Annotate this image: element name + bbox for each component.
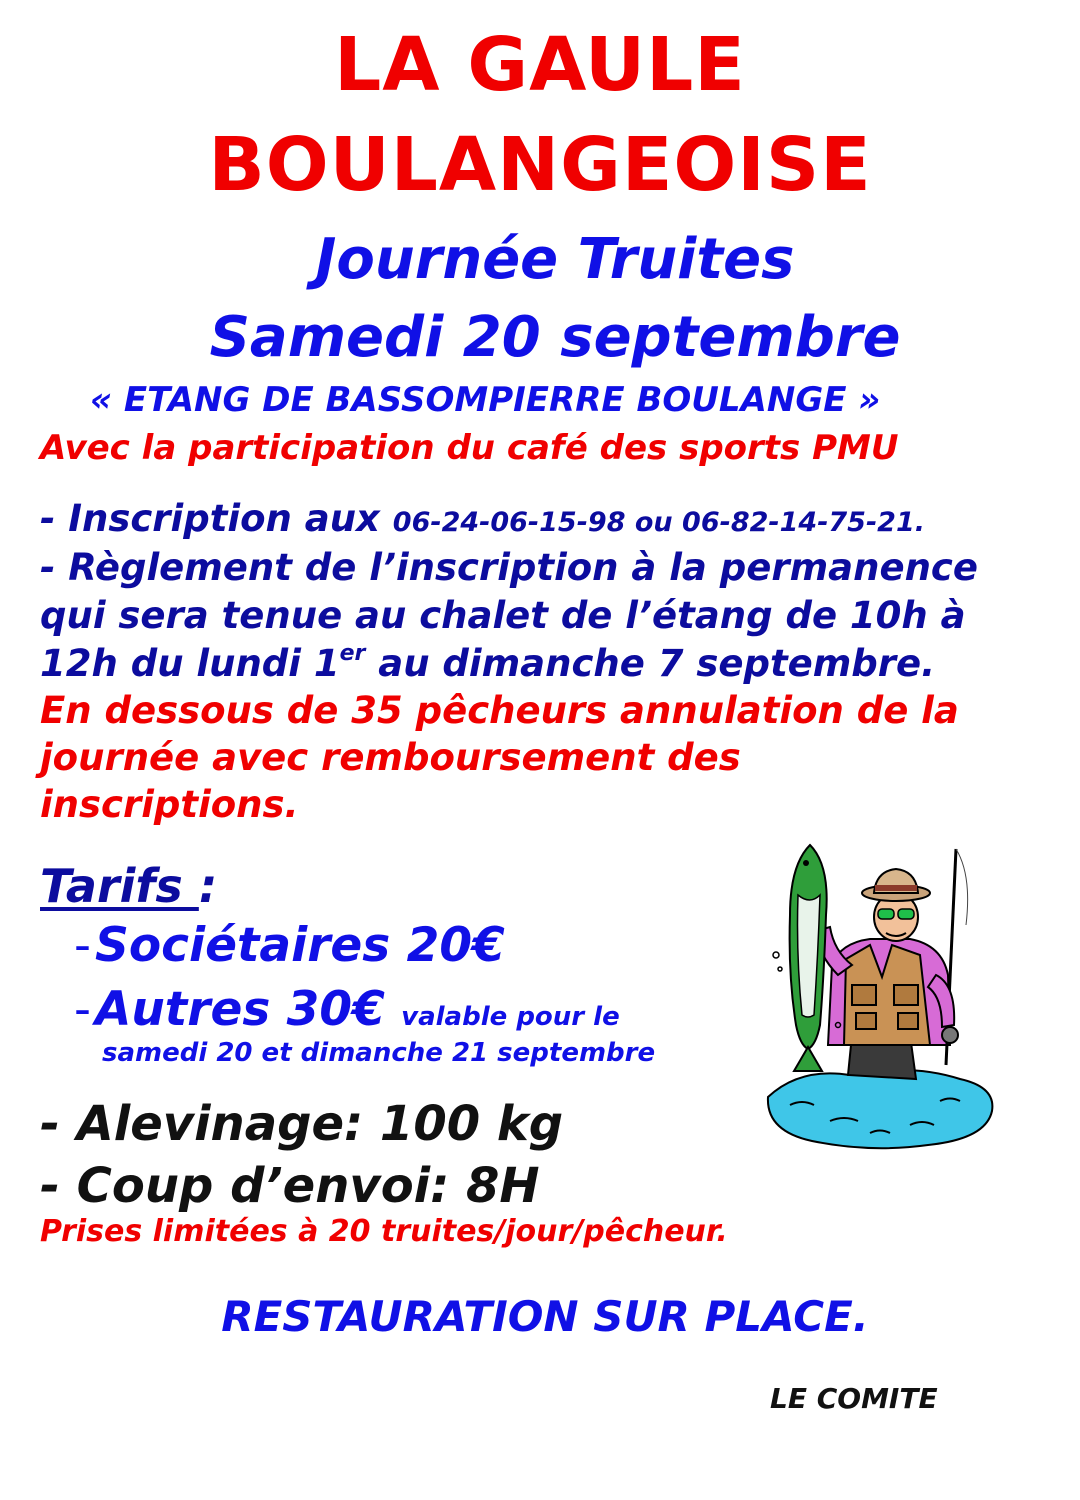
event-location: « ETANG DE BASSOMPIERRE BOULANGE » <box>90 380 881 420</box>
inscription-label: - Inscription aux <box>40 497 393 540</box>
warning-line-2: journée avec remboursement des <box>40 736 741 779</box>
club-name-line2: BOULANGEOISE <box>208 122 872 208</box>
ordinal-suffix: er <box>339 641 366 666</box>
coup-envoi: - Coup d’envoi: 8H <box>40 1158 540 1214</box>
tarif-autres-note: valable pour le <box>401 1002 620 1032</box>
tarif-societaires-label: Sociétaires 20€ <box>94 918 505 973</box>
reglement-line-2: qui sera tenue au chalet de l’étang de 10h à <box>40 594 966 637</box>
bullet-dash: - <box>74 918 91 973</box>
participation-note: Avec la participation du café des sports PMU <box>40 428 899 468</box>
alevinage: - Alevinage: 100 kg <box>40 1096 564 1152</box>
tarifs-title: Tarifs <box>40 859 199 913</box>
bullet-dash: - <box>74 982 91 1037</box>
fisherman-holding-trout-icon <box>760 835 1000 1155</box>
tarif-societaires <box>74 918 505 973</box>
catch-limit: Prises limitées à 20 truites/jour/pêcheur. <box>40 1214 728 1249</box>
event-title: Journée Truites <box>315 227 795 292</box>
tarif-autres-note-2: samedi 20 et dimanche 21 septembre <box>102 1038 656 1068</box>
event-date: Samedi 20 septembre <box>209 305 901 370</box>
tarifs-heading <box>40 859 218 913</box>
inscription-phones: 06-24-06-15-98 ou 06-82-14-75-21. <box>392 507 926 538</box>
signature: LE COMITE <box>770 1382 938 1415</box>
reglement-line-3-start: 12h du lundi 1 <box>40 642 340 685</box>
tarif-autres <box>74 982 620 1037</box>
club-name-line1: LA GAULE <box>334 22 746 108</box>
reglement-line-3 <box>40 641 936 685</box>
tarif-autres-label: Autres 30€ <box>94 982 385 1037</box>
reglement-line-1: - Règlement de l’inscription à la permanence <box>40 546 978 589</box>
reglement-line-3-end: au dimanche 7 septembre. <box>365 642 936 685</box>
tarifs-colon: : <box>198 859 218 913</box>
warning-line-1: En dessous de 35 pêcheurs annulation de la <box>40 689 959 732</box>
warning-line-3: inscriptions. <box>40 783 299 826</box>
inscription-line <box>40 497 926 540</box>
restauration: RESTAURATION SUR PLACE. <box>221 1292 869 1341</box>
